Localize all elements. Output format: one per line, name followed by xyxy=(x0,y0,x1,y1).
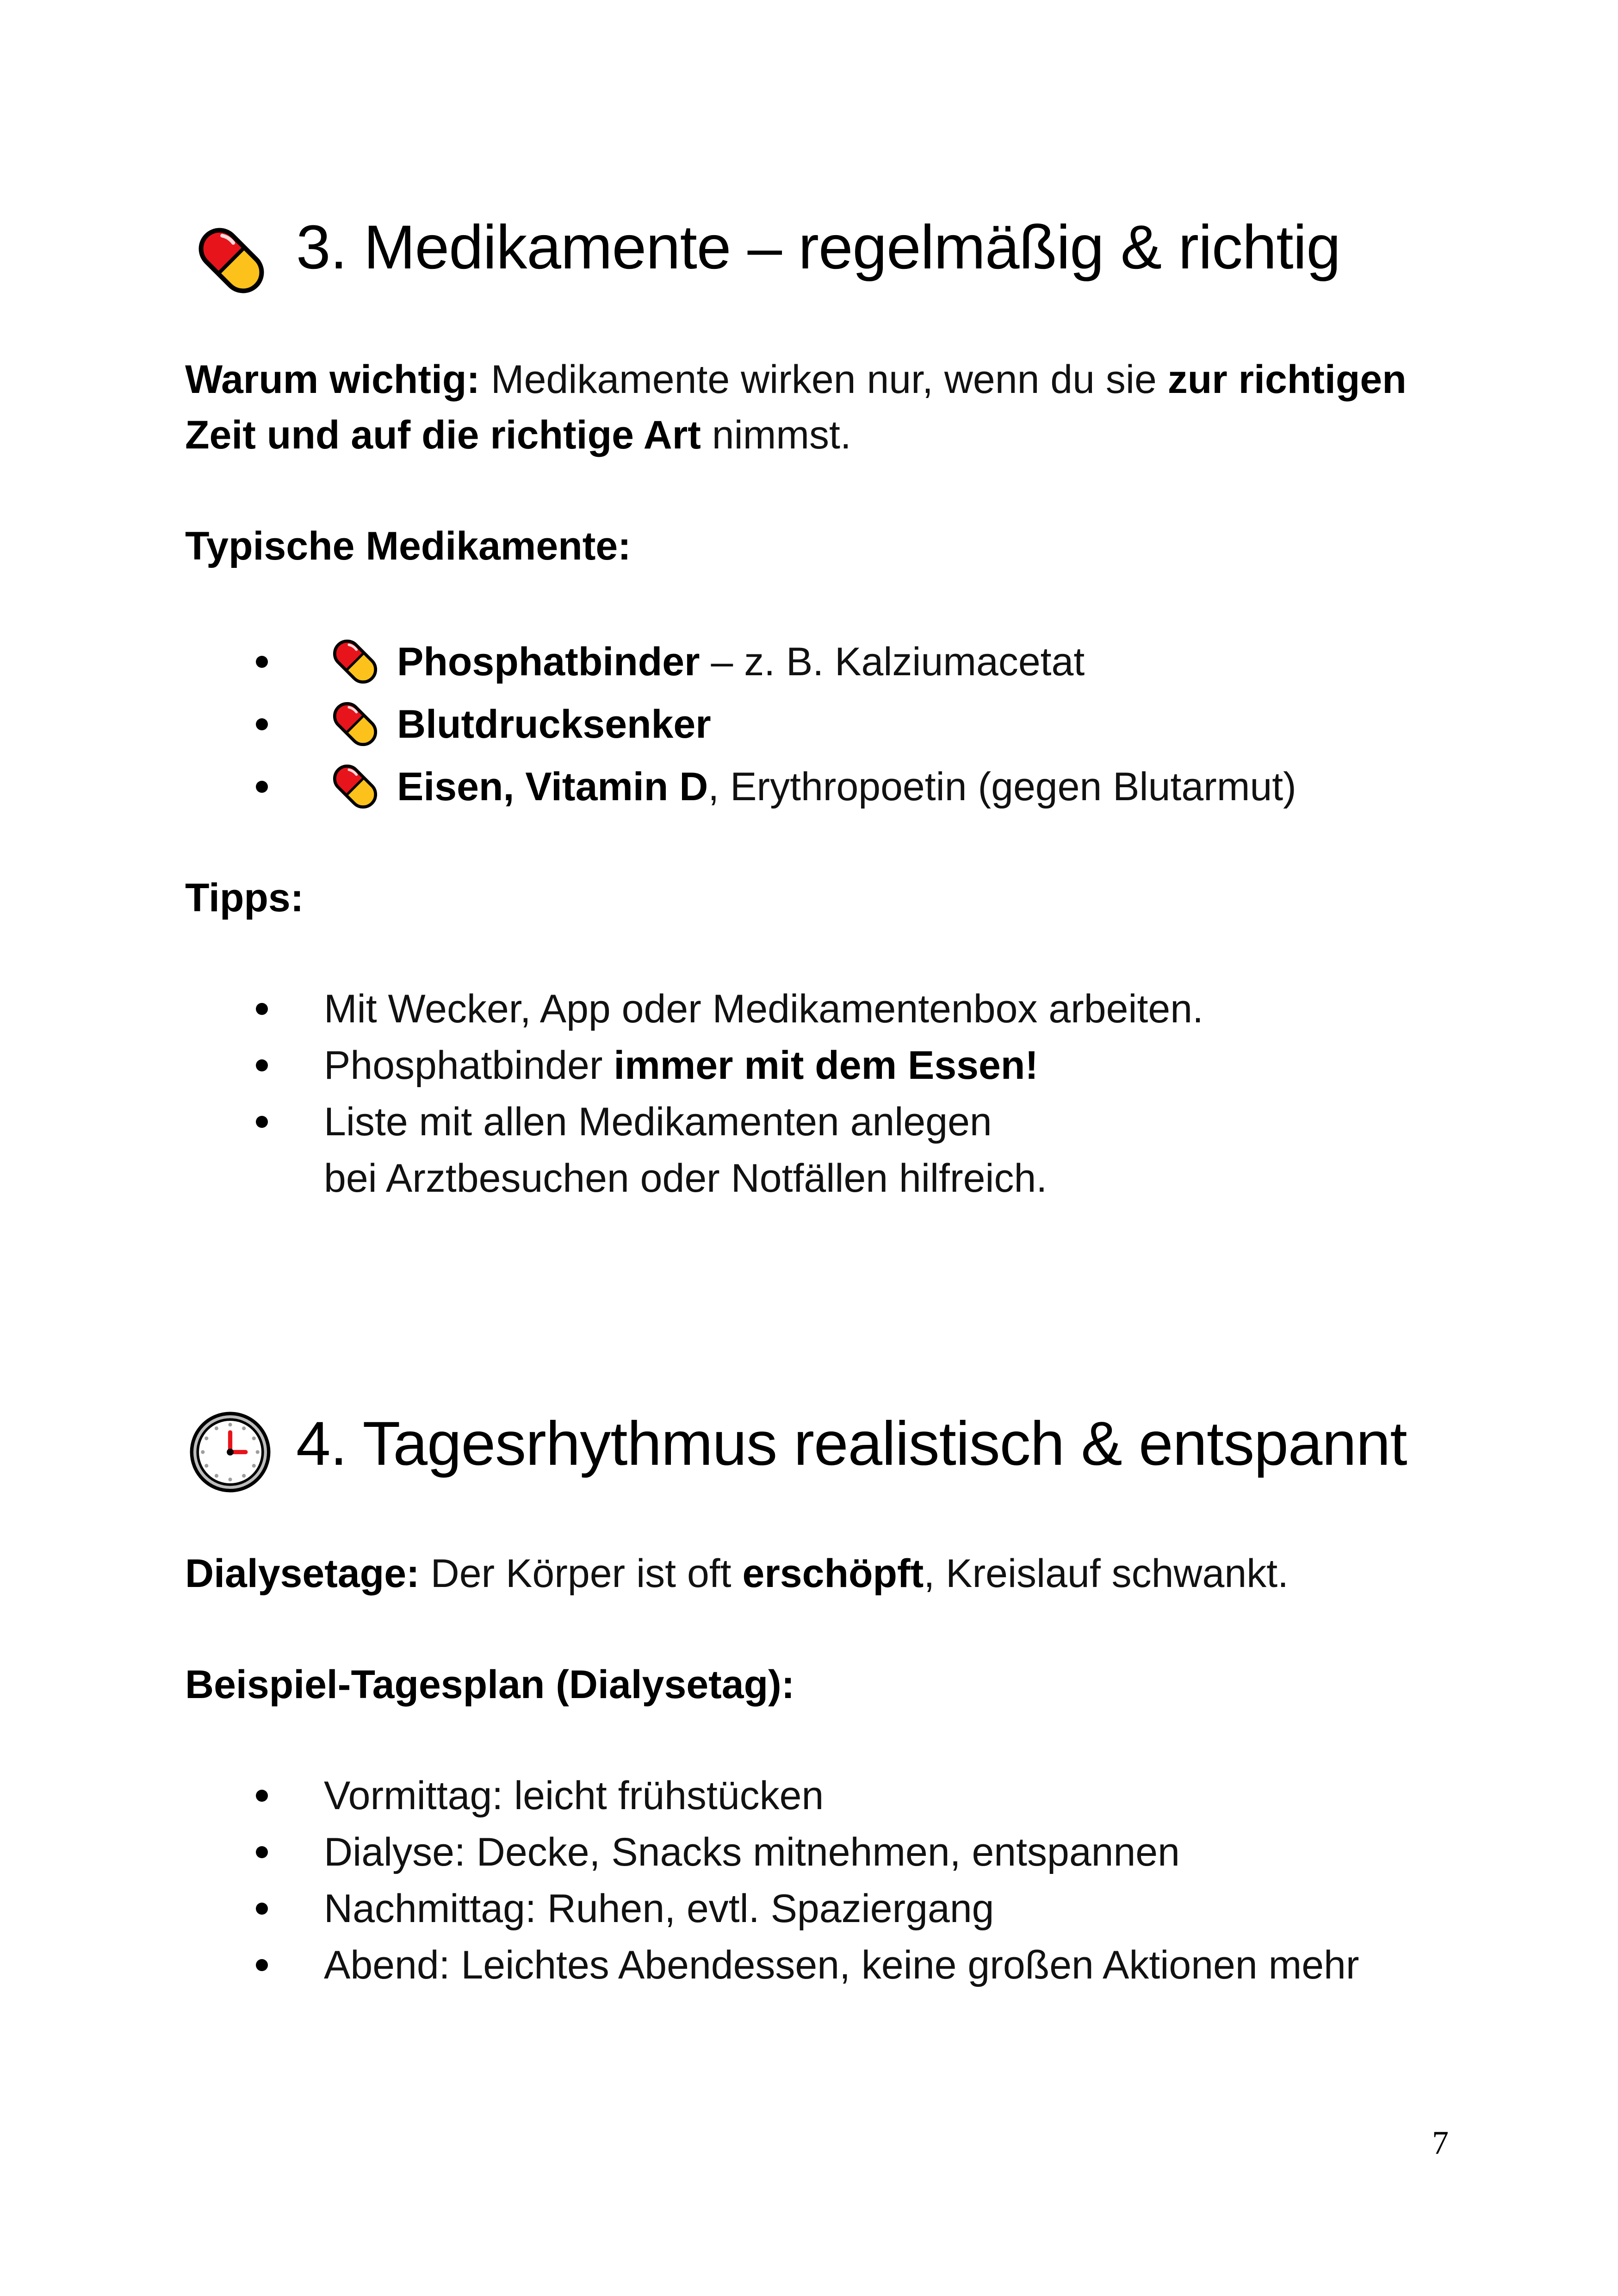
section-3-heading xyxy=(185,211,1434,289)
why-bold-1: zur richtigen xyxy=(1167,357,1407,402)
bullet xyxy=(256,718,268,730)
med-name: Phosphatbinder xyxy=(397,640,700,684)
bullet xyxy=(256,1959,268,1971)
bullet xyxy=(256,1790,268,1802)
why-important-paragraph xyxy=(185,352,1407,463)
plan-text: Abend: Leichtes Abendessen, keine großen Aktionen mehr xyxy=(324,1943,1359,1987)
tips-heading: Tipps: xyxy=(185,876,304,920)
tip-text: Phosphatbinder xyxy=(324,1043,614,1088)
list-item xyxy=(0,981,1618,1037)
list-item xyxy=(0,1824,1618,1880)
bullet xyxy=(256,781,268,793)
pill-icon xyxy=(324,693,386,755)
list-item xyxy=(0,634,1618,690)
why-text-2: nimmst. xyxy=(701,413,851,457)
list-item xyxy=(0,1881,1618,1936)
list-item xyxy=(0,1768,1618,1823)
bullet xyxy=(256,1846,268,1858)
tip-text: Mit Wecker, App oder Medikamentenbox arbeiten. xyxy=(324,987,1203,1031)
clock-icon xyxy=(187,1409,273,1495)
med-detail: – z. B. Kalziumacetat xyxy=(700,640,1085,684)
dialysis-days-text-1: Der Körper ist oft xyxy=(419,1551,743,1596)
list-item xyxy=(0,759,1618,815)
section-4-title: 4. Tagesrhythmus realistisch & entspannt xyxy=(296,1409,1407,1478)
tip-text: bei Arztbesuchen oder Notfällen hilfreich. xyxy=(324,1156,1048,1201)
section-4-heading xyxy=(185,1407,1481,1486)
why-label: Warum wichtig: xyxy=(185,357,480,402)
bullet xyxy=(256,1003,268,1015)
dialysis-days-text-2: , Kreislauf schwankt. xyxy=(924,1551,1289,1596)
page-number: 7 xyxy=(1432,2124,1449,2161)
list-item xyxy=(0,1937,1618,1993)
typical-meds-heading: Typische Medikamente: xyxy=(185,524,631,568)
section-3-title: 3. Medikamente – regelmäßig & richtig xyxy=(296,213,1340,282)
bullet xyxy=(256,656,268,668)
pill-icon xyxy=(324,630,386,693)
list-item xyxy=(0,1094,1618,1210)
med-name: Blutdrucksenker xyxy=(397,702,711,747)
med-detail: , Erythropoetin (gegen Blutarmut) xyxy=(708,765,1296,809)
dialysis-days-paragraph xyxy=(185,1546,1289,1601)
dialysis-days-label: Dialysetage: xyxy=(185,1551,420,1596)
plan-text: Vormittag: leicht frühstücken xyxy=(324,1773,824,1818)
why-bold-2: Zeit und auf die richtige Art xyxy=(185,413,701,457)
med-name: Eisen, Vitamin D xyxy=(397,765,708,809)
plan-text: Dialyse: Decke, Snacks mitnehmen, entspannen xyxy=(324,1830,1180,1874)
dialysis-days-bold: erschöpft xyxy=(742,1551,924,1596)
plan-heading: Beispiel-Tagesplan (Dialysetag): xyxy=(185,1662,795,1707)
pill-icon xyxy=(324,755,386,818)
pill-icon xyxy=(185,214,278,307)
list-item xyxy=(0,697,1618,752)
bullet xyxy=(256,1059,268,1071)
bullet xyxy=(256,1116,268,1128)
list-item xyxy=(0,1038,1618,1093)
why-text-1: Medikamente wirken nur, wenn du sie xyxy=(480,357,1168,402)
tip-bold: immer mit dem Essen! xyxy=(614,1043,1039,1088)
tip-text: Liste mit allen Medikamenten anlegen xyxy=(324,1100,992,1144)
plan-text: Nachmittag: Ruhen, evtl. Spaziergang xyxy=(324,1886,994,1931)
bullet xyxy=(256,1903,268,1915)
